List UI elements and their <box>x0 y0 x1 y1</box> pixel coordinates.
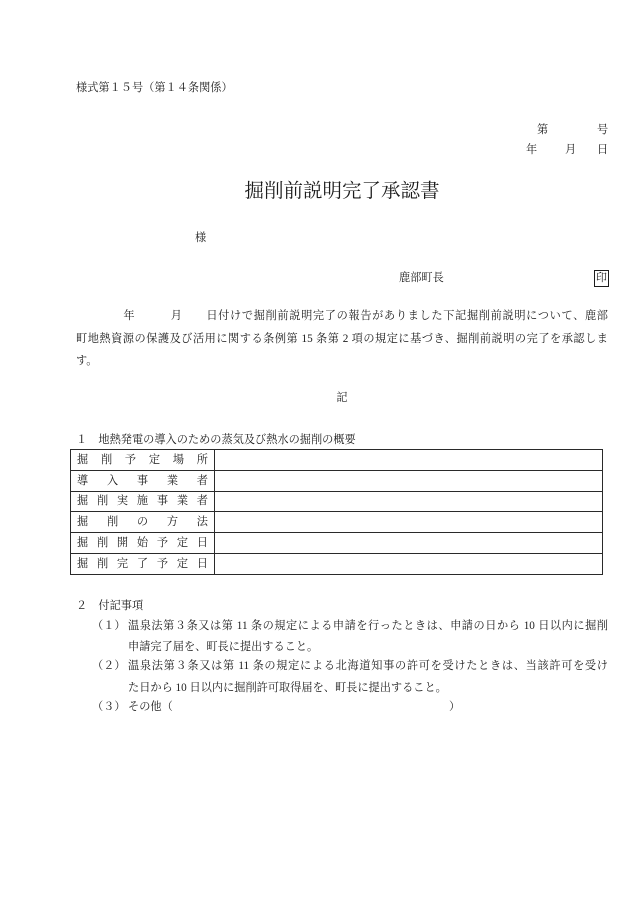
table-row <box>71 450 603 471</box>
row-label-contractor: 掘削実施事業者 <box>77 495 208 508</box>
addressee-suffix: 様 <box>195 232 207 244</box>
row-label-end-date: 掘削完了予定日 <box>77 557 208 570</box>
excavation-overview-table <box>70 449 603 575</box>
body-line-3: す。 <box>76 355 98 367</box>
table-row <box>71 470 603 491</box>
table-label-cell <box>71 470 215 491</box>
table-row <box>71 512 603 533</box>
note-3-other-close: ） <box>449 701 461 713</box>
section2-heading: ２ 付記事項 <box>76 600 144 612</box>
note-2-line-2: た日から 10 日以内に掘削許可取得届を、町長に提出すること。 <box>128 682 447 694</box>
section1-heading: １ 地熱発電の導入のための蒸気及び熱水の掘削の概要 <box>76 434 356 446</box>
table-value-cell <box>215 450 603 471</box>
note-1-number: （１） <box>92 620 126 632</box>
row-label-start-date: 掘削開始予定日 <box>77 537 208 550</box>
table-label-cell <box>71 533 215 554</box>
form-number: 様式第１５号（第１４条関係） <box>76 82 233 94</box>
ki-heading: 記 <box>336 392 348 404</box>
table-row <box>71 553 603 574</box>
row-label-planned-site: 掘削予定場所 <box>77 453 208 466</box>
date-day-label: 日 <box>597 144 609 156</box>
issuer-name: 鹿部町長 <box>399 272 444 284</box>
date-month-label: 月 <box>565 144 577 156</box>
table-value-cell <box>215 533 603 554</box>
table-value-cell <box>215 470 603 491</box>
table-label-cell <box>71 553 215 574</box>
table-label-cell <box>71 491 215 512</box>
table-row <box>71 491 603 512</box>
row-label-method: 掘削の方法 <box>77 516 208 529</box>
note-1-line-2: 申請完了届を、町長に提出すること。 <box>128 641 319 653</box>
note-2-number: （２） <box>92 660 126 672</box>
table-value-cell <box>215 512 603 533</box>
row-label-installer: 導入事業者 <box>77 474 208 487</box>
body-line-2: 町地熱資源の保護及び活用に関する条例第 15 条第 2 項の規定に基づき、掘削前説明の完了を承認しま <box>76 333 608 345</box>
table-label-cell <box>71 512 215 533</box>
table-value-cell <box>215 553 603 574</box>
document-title: 掘削前説明完了承認書 <box>244 181 440 202</box>
date-year-label: 年 <box>526 144 538 156</box>
doc-number-prefix: 第 <box>537 124 549 136</box>
body-line-1: 年 月 日付けで掘削前説明完了の報告がありました下記掘削前説明について、鹿部 <box>76 310 608 322</box>
table-row <box>71 533 603 554</box>
table-value-cell <box>215 491 603 512</box>
note-1-line-1: 温泉法第３条又は第 11 条の規定による申請を行ったときは、申請の日から 10 日以内に掘削 <box>128 620 608 632</box>
note-3-number: （３） <box>92 701 126 713</box>
note-3-other-open: その他（ <box>128 701 173 713</box>
seal-mark: 印 <box>594 270 609 287</box>
doc-number-suffix: 号 <box>597 124 609 136</box>
note-2-line-1: 温泉法第３条又は第 11 条の規定による北海道知事の許可を受けたときは、当該許可を受け <box>128 660 608 672</box>
table-label-cell <box>71 450 215 471</box>
